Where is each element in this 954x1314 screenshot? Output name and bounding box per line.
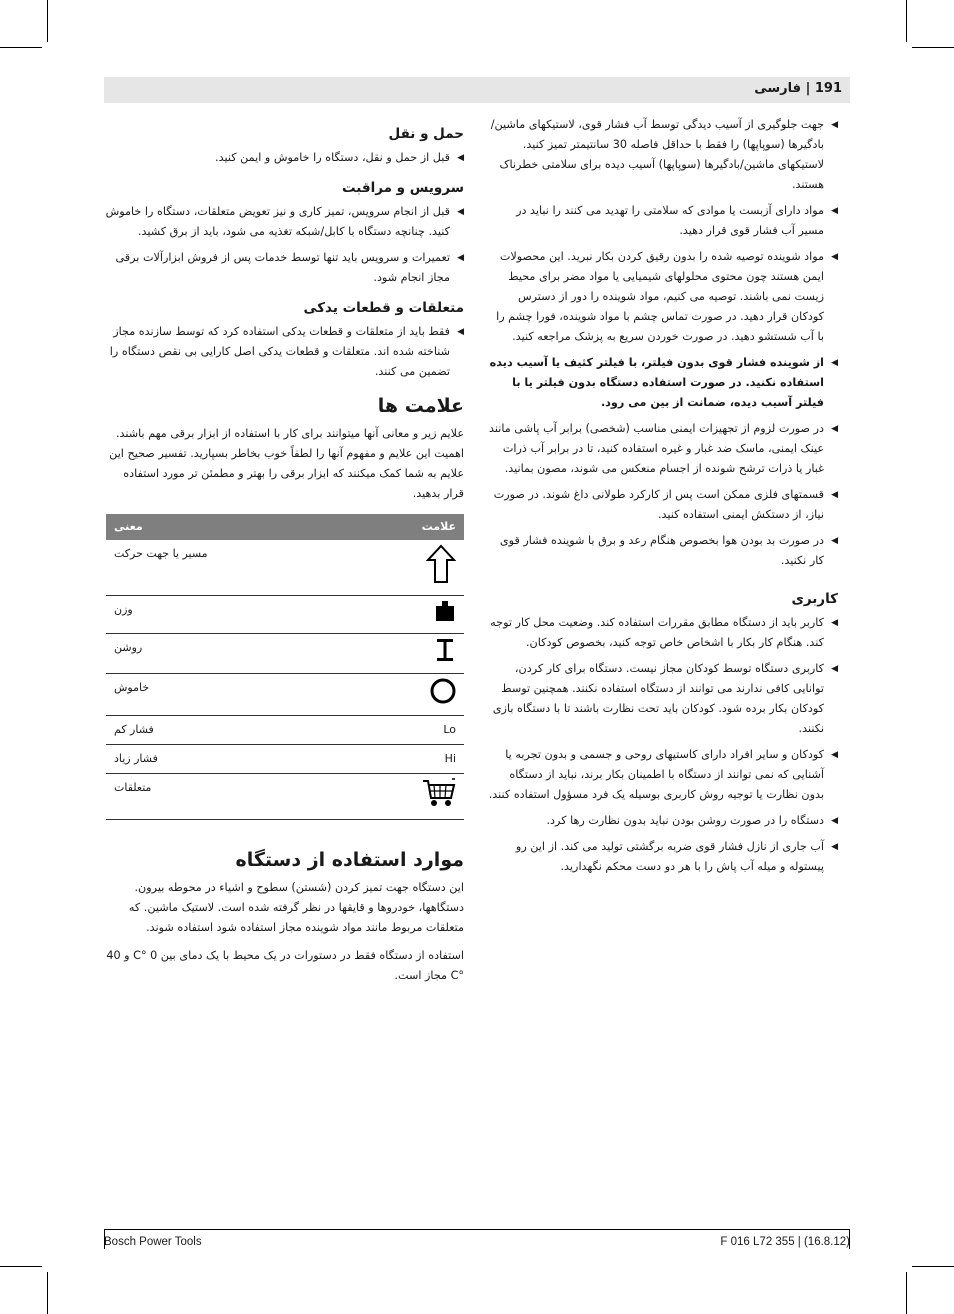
meaning-cell: خاموش (106, 674, 368, 716)
table-row (106, 540, 464, 596)
safety-bullet: ◀ جهت جلوگیری از آسیب دیدگی توسط آب فشار قوی، لاستیکهای ماشین/بادگیرها (سوپاپها) را فقط با حداقل فاصله 30 سانتیمتر تمیز کنید. لاستیکهای ماشین/بادگیرها (سوپاپها) آسیب دیده برای سلامتی خطرناک هستند. (488, 115, 838, 195)
table-header-row (106, 514, 464, 540)
crop-mark (47, 0, 48, 42)
table-row (106, 596, 464, 634)
footer-brand: Bosch Power Tools (104, 1236, 202, 1248)
page-header (104, 77, 850, 103)
page-label: 191 | فارسی (754, 81, 842, 96)
section-title-transport: حمل و نقل (388, 126, 464, 142)
users-bullet: ◀ کاربر باید از دستگاه مطابق مقررات استفاده کند. وضعیت محل کار توجه کند. هنگام کار بکار با اشخاص خاص توجه کنید، بخصوص کودکان. (488, 613, 838, 653)
meaning-cell: متعلقات (106, 774, 368, 820)
safety-bullet: ◀ مواد دارای آزبست یا موادی که سلامتی را تهدید می کنند را نباید در مسیر آب فشار قوی قرار دهید. (488, 201, 838, 241)
off-icon (368, 674, 464, 716)
meaning-cell: فشار زیاد (106, 745, 368, 774)
crop-mark (912, 1266, 954, 1267)
section-title-parts: متعلقات و قطعات یدکی (303, 300, 464, 316)
crop-mark (912, 47, 954, 48)
service-bullet: ◀ تعمیرات و سرویس باید تنها توسط خدمات پس از فروش ابزارآلات برقی مجاز انجام شود. (104, 248, 464, 288)
table-row (106, 634, 464, 674)
section-title-symbols: علامت ها (377, 395, 464, 417)
crop-mark (906, 1272, 907, 1314)
right-column (488, 115, 838, 883)
header-symbol: علامت (368, 514, 464, 540)
meaning-cell: وزن (106, 596, 368, 634)
table-row (106, 774, 464, 820)
usage-paragraph: استفاده از دستگاه فقط در دستورات در یک محیط با یک دمای بین 0 °C و 40 °C مجاز است. (106, 949, 464, 982)
safety-bullet: ◀ از شوینده فشار قوی بدون فیلتر، با فیلتر کثیف یا آسیب دیده استفاده نکنید. در صورت استفاده دستگاه بدون فیلتر یا با فیلتر آسیب دیده، ضمانت از بین می رود. (488, 353, 838, 413)
language-label: فارسی (754, 81, 802, 96)
section-title-service: سرویس و مراقبت (341, 180, 464, 196)
on-icon (368, 634, 464, 674)
meaning-cell: روشن (106, 634, 368, 674)
safety-bullet: ◀ در صورت لزوم از تجهیزات ایمنی مناسب (شخصی) برابر آب پاشی مانند عینک ایمنی، ماسک ضد غبار و غیره استفاده کنید، تا در برابر آب ذرات غبار یا ذرات ترشح شونده از اجسام منعکس می شوند، مصون بمانید. (488, 419, 838, 479)
users-bullet: ◀ کودکان و سایر افراد دارای کاستیهای روحی و جسمی و بدون تجربه یا آشنایی که نمی توانند از دستگاه با اطمینان بکار برند، نباید از دستگاه بدون نظارت یا توجیه روش کاربری بوسیله یک فرد مسؤول استفاده کنند. (488, 745, 838, 805)
users-bullet: ◀ دستگاه را در صورت روشن بودن نباید بدون نظارت رها کرد. (488, 811, 838, 831)
meaning-cell: فشار کم (106, 716, 368, 745)
crop-mark (0, 47, 42, 48)
service-bullet: ◀ قبل از انجام سرویس، تمیز کاری و نیز تعویض متعلقات، دستگاه را خاموش کنید. چنانچه دستگاه با کابل/شبکه تغذیه می شود، باید از برق کشید. (104, 202, 464, 242)
page-number: 191 (814, 81, 842, 96)
left-column (104, 124, 464, 994)
parts-bullet: ◀ فقط باید از متعلقات و قطعات یدکی استفاده کرد که توسط سازنده مجاز شناخته شده اند. متعلقات و قطعات یدکی اصل کارایی بی نقص دستگاه را تضمین می کنند. (104, 322, 464, 382)
crop-mark (0, 1266, 42, 1267)
safety-bullet: ◀ مواد شوینده توصیه شده را بدون رقیق کردن بکار نبرید. این محصولات ایمن هستند چون محتوی محلولهای شیمیایی یا مواد مضر برای محیط زیست نمی باشند. توصیه می کنیم، مواد شوینده را دور از دسترس کودکان قرار دهید. در صورت تماس چشم با مواد شوینده، فورا چشم را با آب شستشو دهید. در صورت خوردن سریع به پزشک مراجعه کنید. (488, 247, 838, 347)
symbols-table (106, 514, 464, 820)
direction-arrow-icon (368, 540, 464, 596)
transport-bullet: ◀ قبل از حمل و نقل، دستگاه را خاموش و ایمن کنید. (104, 148, 464, 168)
table-row (106, 745, 464, 774)
header-meaning: معنی (106, 514, 368, 540)
users-bullet: ◀ آب جاری از نازل فشار قوی ضربه برگشتی تولید می کند. از این رو پیستوله و میله آب پاش را با هر دو دست محکم نگهدارید. (488, 837, 838, 877)
safety-bullet: ◀ قسمتهای فلزی ممکن است پس از کارکرد طولانی داغ شوند. در صورت نیاز، از دستکش ایمنی استفاده کنید. (488, 485, 838, 525)
safety-bullet: ◀ در صورت بد بودن هوا بخصوص هنگام رعد و برق با شوینده فشار قوی کار نکنید. (488, 531, 838, 571)
section-title-users: کاربری (791, 591, 838, 607)
table-row (106, 716, 464, 745)
crop-mark (47, 1272, 48, 1314)
symbol-text-hi: Hi (368, 745, 464, 774)
crop-mark (906, 0, 907, 42)
meaning-cell: مسیر یا جهت حرکت (106, 540, 368, 596)
symbols-intro: علایم زیر و معانی آنها میتوانند برای کار با استفاده از ابزار برقی مهم باشند. اهمیت این علایم و مفهوم آنها را لطفاً خوب بخاطر بسپارید. تفسیر صحیح این علایم به شما کمک میکنند که ابزار برقی را بهتر و مطمئن تر مورد استفاده قرار بدهید. (109, 427, 464, 500)
accessories-cart-icon (368, 774, 464, 820)
usage-paragraph: این دستگاه جهت تمیز کردن (شستن) سطوح و اشیاء در محوطه بیرون. دستگاهها، خودروها و قایقها در نظر گرفته شده است. لاستیک ماشین. که متعلقات مربوط مانند مواد شوینده مجاز استفاده شود استفاده شوند. (128, 881, 464, 934)
users-bullet: ◀ کاربری دستگاه توسط کودکان مجاز نیست. دستگاه برای کار کردن، توانایی کافی ندارند می توانند از دستگاه استفاده نکنند. همچنین توسط کودکان بکار برده شود. کودکان باید تحت نظارت باشند تا با دستگاه بازی نکنند. (488, 659, 838, 739)
footer-doc-id: F 016 L72 355 | (16.8.12) (720, 1236, 850, 1248)
table-row (106, 674, 464, 716)
symbol-text-lo: Lo (368, 716, 464, 745)
footer-rule (104, 1229, 850, 1230)
section-title-usage: موارد استفاده از دستگاه (235, 849, 464, 871)
weight-icon (368, 596, 464, 634)
